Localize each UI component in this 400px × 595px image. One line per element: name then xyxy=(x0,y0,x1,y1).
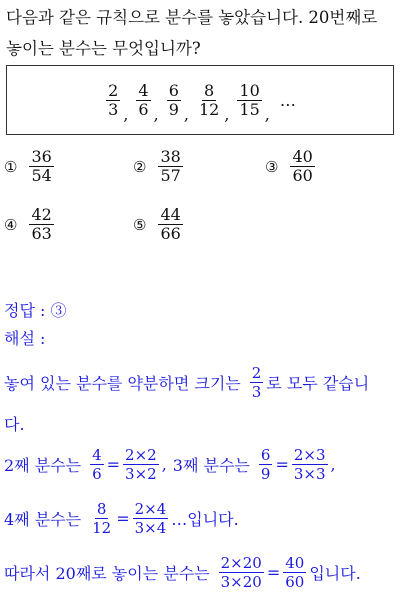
explanation-line-3: 4째 분수는 $\frac{8}{12}$ = $\frac{2\times 4}{3\times 4}$ …입니다. xyxy=(4,500,239,537)
option-4-fraction: $\frac{42}{63}$ xyxy=(31,205,52,243)
explanation-line-1-wrap: 다. xyxy=(4,415,25,434)
option-1-fraction: $\frac{36}{54}$ xyxy=(31,147,52,185)
option-5-fraction: $\frac{44}{66}$ xyxy=(160,205,181,243)
sequence-fraction: $\frac{6}{9}$ xyxy=(168,80,179,119)
sequence-comma: , xyxy=(183,105,189,124)
sequence-comma: , xyxy=(264,105,270,124)
answer-line: 정답 : ③ xyxy=(4,301,67,320)
option-2[interactable] xyxy=(133,148,185,185)
sequence-fraction: $\frac{8}{12}$ xyxy=(198,80,220,119)
sequence-comma: , xyxy=(123,105,129,124)
option-5-mark: ⑤ xyxy=(133,215,147,234)
option-3-mark: ③ xyxy=(265,157,279,176)
sequence-box xyxy=(6,65,394,135)
explanation-line-2: 2째 분수는 $\frac{4}{6}$ = $\frac{2\times 2}{3\times 2}$ , 3째 분수는 $\frac{6}{9}$ = $\frac{2\times 3}{3\times 3}$ , xyxy=(4,446,336,483)
question-text: 다음과 같은 규칙으로 분수를 놓았습니다. 20번째로 놓이는 분수는 무엇입니까? xyxy=(6,8,378,58)
explanation-line-1: 놓여 있는 분수를 약분하면 크기는 $\frac{2}{3}$ 로 모두 같습니 xyxy=(4,364,370,401)
option-2-mark: ② xyxy=(133,157,147,176)
sequence-comma: , xyxy=(224,105,230,124)
sequence-fraction: $\frac{10}{15}$ xyxy=(239,80,260,119)
explanation-line-4: 따라서 20째로 놓이는 분수는 $\frac{2\times 20}{3\times 20}$ = $\frac{40}{60}$ 입니다. xyxy=(4,554,361,591)
option-5[interactable] xyxy=(133,206,185,243)
option-4[interactable] xyxy=(4,206,56,243)
option-4-mark: ④ xyxy=(4,215,18,234)
sequence-fraction: $\frac{2}{3}$ xyxy=(108,80,119,119)
reduced-fraction: $\frac{2}{3}$ xyxy=(251,364,262,401)
explanation-title: 해설 : xyxy=(4,329,46,348)
option-3[interactable] xyxy=(265,148,317,185)
sequence-comma: , xyxy=(153,105,159,124)
option-3-fraction: $\frac{40}{60}$ xyxy=(292,147,313,185)
option-1-mark: ① xyxy=(4,157,18,176)
sequence-ellipsis: … xyxy=(279,90,296,110)
sequence-fraction: $\frac{4}{6}$ xyxy=(138,80,149,119)
option-1[interactable] xyxy=(4,148,56,185)
option-2-fraction: $\frac{38}{57}$ xyxy=(160,147,181,185)
